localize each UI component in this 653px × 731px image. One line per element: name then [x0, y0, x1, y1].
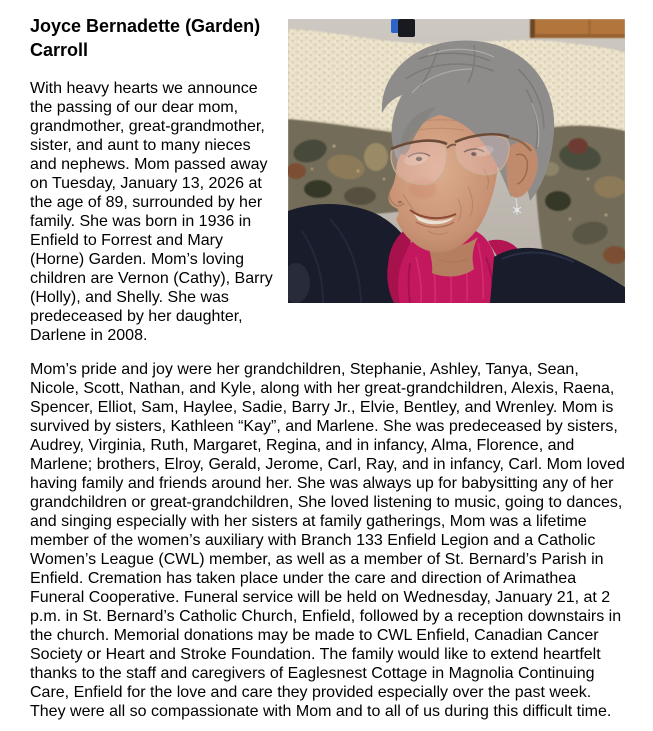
obituary-photo — [288, 19, 625, 303]
obituary-details-paragraph: Mom’s pride and joy were her grandchildren, Stephanie, Ashley, Tanya, Sean, Nicole, Scott, Nathan, and Kyle, along with her great-grandchildren, Alexis, Raena, Spencer, Elliot, Sam, Haylee, Sadie, Barry Jr., Elvie, Bentley, and Wrenley. Mom is survived by sisters, Kathleen “Kay”, and Marlene. She was predeceased by sisters, Audrey, Virginia, Ruth, Margaret, Regina, and in infancy, Alma, Florence, and Marlene; brothers, Elroy, Gerald, Jerome, Carl, Ray, and in infancy, Carl. Mom loved having family and friends around her. She was always up for babysitting any of her grandchildren or great-grandchildren, She loved listening to music, going to dances, and singing especially with her sisters at family gatherings, Mom was a lifetime member of the women’s auxiliary with Branch 133 Enfield Legion and a Catholic Women’s League (CWL) member, as well as a member of St. Bernard’s Parish in Enfield. Cremation has taken place under the care and direction of Arimathea Funeral Cooperative. Funeral service will be held on Wednesday, January 21, at 2 p.m. in St. Bernard’s Catholic Church, Enfield, followed by a reception downstairs in the church. Memorial donations may be made to CWL Enfield, Canadian Cancer Society or Heart and Stroke Foundation. The family would like to extend heartfelt thanks to the staff and caregivers of Eaglesnest Cottage in Magnolia Continuing Care, Enfield for the love and care they provided especially over the past week. They were all so compassionate with Mom and to all of us during this difficult time. — [30, 361, 625, 720]
photo-wood-trim — [530, 19, 625, 38]
obituary-title: Joyce Bernadette (Garden) Carroll — [30, 16, 261, 60]
obituary-intro-paragraph: With heavy hearts we announce the passing of our dear mom, grandmother, great-grandmother, sister, and aunt to many nieces and nephews. Mom passed away on Tuesday, January 13, 2026 at the age of 89, surrounded by her family. She was born in 1936 in Enfield to Forrest and Mary (Horne) Garden. Mom’s loving children are Vernon (Cathy), Barry (Holly), and Shelly. She was predeceased by her daughter, Darlene in 2008. — [30, 80, 273, 344]
portrait-photo-svg — [288, 19, 625, 303]
